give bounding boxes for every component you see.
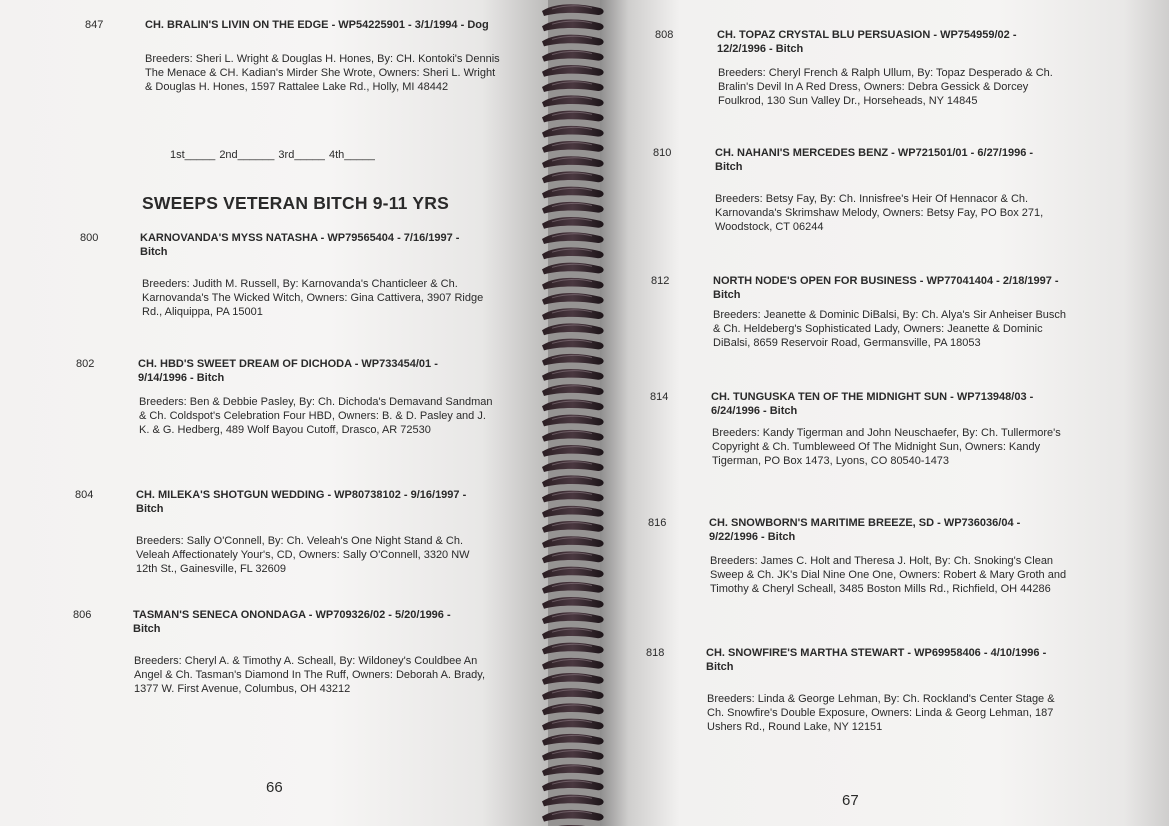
catalog-entry — [73, 608, 503, 698]
catalog-entry — [646, 646, 1126, 736]
entry-title: KARNOVANDA'S MYSS NATASHA - WP79565404 - 7/16/1997 - Bitch — [140, 232, 460, 258]
entry-title: CH. SNOWFIRE'S MARTHA STEWART - WP69958406 - 4/10/1996 - Bitch — [706, 647, 1047, 673]
section-title: SWEEPS VETERAN BITCH 9-11 YRS — [142, 193, 449, 213]
entry-number: 847 — [85, 19, 104, 31]
entry-number: 818 — [646, 647, 665, 659]
entry-title: TASMAN'S SENECA ONONDAGA - WP709326/02 - 5/20/1996 - Bitch — [133, 609, 451, 635]
entry-title: NORTH NODE'S OPEN FOR BUSINESS - WP77041404 - 2/18/1997 - Bitch — [713, 275, 1059, 301]
left-page — [0, 0, 548, 826]
entry-number: 812 — [651, 275, 670, 287]
catalog-entry — [80, 231, 510, 321]
entry-number: 806 — [73, 609, 92, 621]
page-number: 66 — [266, 779, 283, 796]
catalog-entry — [76, 357, 506, 457]
catalog-entry — [648, 516, 1128, 616]
entry-details: Breeders: Linda & George Lehman, By: Ch. Rockland's Center Stage & Ch. Snowfire's Double Exposure, Owners: Linda & Georg Lehman, 187 Ushers Rd., Round Lake, NY 12151 — [707, 693, 1055, 733]
catalog-entry — [651, 274, 1131, 364]
entry-details: Breeders: Judith M. Russell, By: Karnovanda's Chanticleer & Ch. Karnovanda's The Wicked Witch, Owners: Gina Cattivera, 3907 Ridge Rd., Aliquippa, PA 15001 — [142, 278, 484, 318]
entry-title: CH. TOPAZ CRYSTAL BLU PERSUASION - WP754959/02 - 12/2/1996 - Bitch — [717, 29, 1017, 55]
entry-number: 800 — [80, 232, 99, 244]
entry-title: CH. HBD'S SWEET DREAM OF DICHODA - WP733454/01 - 9/14/1996 - Bitch — [138, 358, 438, 384]
right-page — [600, 0, 1169, 826]
entry-title: CH. TUNGUSKA TEN OF THE MIDNIGHT SUN - WP713948/03 - 6/24/1996 - Bitch — [711, 391, 1034, 417]
entry-details: Breeders: Kandy Tigerman and John Neuschaefer, By: Ch. Tullermore's Copyright & Ch. Tumbleweed Of The Midnight Sun, Owners: Kandy Tigerman, PO Box 1473, Lyons, CO 80540-1473 — [712, 427, 1061, 467]
entry-details: Breeders: Sheri L. Wright & Douglas H. Hones, By: CH. Kontoki's Dennis The Menace & CH. Kadian's Mirder She Wrote, Owners: Sheri L. Wright & Douglas H. Hones, 1597 Rattalee Lake Rd., Holly, MI 48442 — [145, 53, 500, 93]
catalog-entry — [75, 488, 505, 578]
entry-details: Breeders: Jeanette & Dominic DiBalsi, By: Ch. Alya's Sir Anheiser Busch & Ch. Heldeberg's Sophisticated Lady, Owners: Jeanette & Dominic DiBalsi, 8659 Reservoir Road, Germansville, PA 18053 — [713, 309, 1067, 349]
entry-details: Breeders: Cheryl A. & Timothy A. Scheall, By: Wildoney's Couldbee An Angel & Ch. Tasman's Diamond In The Ruff, Owners: Deborah A. Brady, 1377 W. First Avenue, Columbus, OH 43212 — [134, 655, 486, 695]
entry-number: 808 — [655, 29, 674, 41]
binding-gutter — [548, 0, 600, 826]
catalog-entry — [650, 390, 1130, 480]
entry-title: CH. SNOWBORN'S MARITIME BREEZE, SD - WP736036/04 - 9/22/1996 - Bitch — [709, 517, 1021, 543]
entry-number: 810 — [653, 147, 672, 159]
entry-number: 804 — [75, 489, 94, 501]
entry-details: Breeders: Cheryl French & Ralph Ullum, By: Topaz Desperado & Ch. Bralin's Devil In A Red Dress, Owners: Debra Gessick & Dorcey Foulkrod, 130 Sun Valley Dr., Horseheads, NY 14845 — [718, 67, 1053, 107]
catalog-entry — [85, 18, 515, 108]
entry-title: CH. MILEKA'S SHOTGUN WEDDING - WP80738102 - 9/16/1997 - Bitch — [136, 489, 467, 515]
entry-number: 814 — [650, 391, 669, 403]
entry-details: Breeders: Sally O'Connell, By: Ch. Veleah's One Night Stand & Ch. Veleah Affectionately Your's, CD, Owners: Sally O'Connell, 3320 NW 12th St., Gainesville, FL 32609 — [136, 535, 470, 575]
placements-line: 1st_____ 2nd______ 3rd_____ 4th_____ — [170, 149, 375, 161]
entry-title: CH. NAHANI'S MERCEDES BENZ - WP721501/01 - 6/27/1996 - Bitch — [715, 147, 1034, 173]
entry-details: Breeders: Betsy Fay, By: Ch. Innisfree's Heir Of Hennacor & Ch. Karnovanda's Skrimshaw Melody, Owners: Betsy Fay, PO Box 271, Woodstock, CT 06244 — [715, 193, 1044, 233]
entry-details: Breeders: Ben & Debbie Pasley, By: Ch. Dichoda's Demavand Sandman & Ch. Coldspot's Celebration Four HBD, Owners: B. & D. Pasley and J. K. & G. Hedberg, 489 Wolf Bayou Cutoff, Drasco, AR 72530 — [139, 396, 493, 436]
page-number: 67 — [842, 792, 859, 809]
entry-title: CH. BRALIN'S LIVIN ON THE EDGE - WP54225901 - 3/1/1994 - Dog — [145, 19, 489, 31]
entry-details: Breeders: James C. Holt and Theresa J. Holt, By: Ch. Snoking's Clean Sweep & Ch. JK's Dial Nine One One, Owners: Robert & Mary Groth and Timothy & Cheryl Scheall, 3485 Boston Mills Rd., Richfield, OH 44286 — [710, 555, 1067, 595]
entry-number: 816 — [648, 517, 667, 529]
catalog-entry — [653, 146, 1133, 236]
catalog-entry — [655, 28, 1135, 118]
entry-number: 802 — [76, 358, 95, 370]
spiral-binding — [528, 0, 618, 826]
